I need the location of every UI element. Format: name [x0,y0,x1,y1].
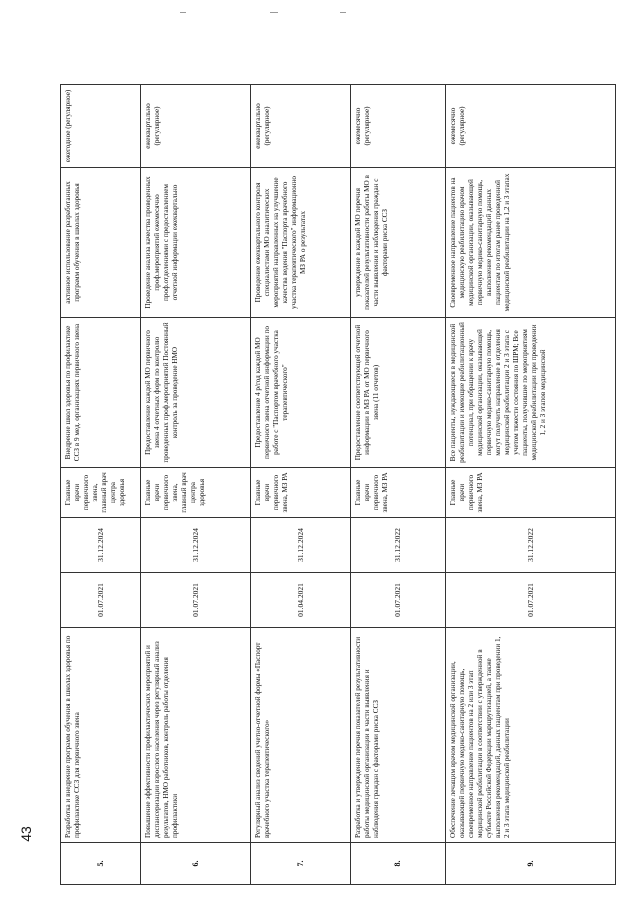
indicator-cell: Проведение ежеквартального контроля специалистами МО аналитических мероприятий направленных на улучшение качества ведения "Паспорта врачебного участка терапевтического" информационно МЗ РА о результатах [251,168,351,318]
row-number: 8. [351,843,446,885]
frequency-cell: ежеквартально (регулярное) [251,85,351,168]
end-date-cell: 31.12.2024 [251,518,351,573]
end-date-cell: 31.12.2022 [446,518,616,573]
end-date-cell: 31.12.2024 [141,518,251,573]
end-date-cell: 31.12.2024 [61,518,141,573]
result-cell: Предоставление 4 р/год каждой МО первичного звена отчетной информации по работе с "Паспортом врачебного участка терапевтического" [251,318,351,468]
result-cell: Предоставление соответствующей отчетной информации в МЗ РА от МО первичного звена (11 отчетов) [351,318,446,468]
indicator-cell: активное использование разработанных программ обучения в школах здоровья [61,168,141,318]
indicator-cell: Своевременное направление пациентов на медицинскую реабилитацию врачом медицинской организации, оказывающей первичную медико-санитарную помощь, выполнение рекомендаций данных пациентам по итогам ранее проведенной медицинской реабилитации на 1,2 и 3 этапах [446,168,616,318]
table-row [446,85,616,885]
responsible-cell: Главные врачи первичного звена, МЗ РА [446,468,616,518]
measure-cell: Разработка и утверждение перечня показателей результативности работы медицинской организации в части выявления и наблюдения граждан с факторами риска ССЗ [351,628,446,843]
indicator-cell: Проведение анализа качества проведенных проф.мероприятий ежемесячно проф.отделениями с предоставлением отчетной информации ежеквартально [141,168,251,318]
measure-cell: Регулярный анализ сведений учетно-отчетной формы «Паспорт врачебного участка терапевтического» [251,628,351,843]
frequency-cell: ежемесячно (регулярное) [446,85,616,168]
rotated-table-container [60,85,615,885]
responsible-cell: Главные врачи первичного звена, МЗ РА [251,468,351,518]
start-date-cell: 01.07.2021 [141,573,251,628]
table-row [251,85,351,885]
table-row [61,85,141,885]
result-cell: Предоставление каждой МО первичного звена 4 отчетных форм по контролю проведенных проф.мероприятий Постоянный контроль за проведение НМО [141,318,251,468]
measure-cell: Обеспечение лечащим врачом медицинской организации, оказывающей первичную медико-санитарную помощь, своевременное направление пациентов на 2 или 3 этап медицинской реабилитации в соответствии с утвержденной в субъекте Российской Федерации маршрутизацией, а также выполнения рекомендаций, данных пациентам при проведении 1, 2 и 3 этапа медицинской реабилитации [446,628,616,843]
frequency-cell: ежеквартально (регулярное) [141,85,251,168]
responsible-cell: Главные врачи первичного звена, МЗ РА [351,468,446,518]
responsible-cell: Главные врачи первичного звена, главный врач центра здоровья [141,468,251,518]
result-cell: Внедрение школ здоровья по профилактике ССЗ в 9 мед. организациях первичного звена [61,318,141,468]
row-number: 5. [61,843,141,885]
responsible-cell: Главные врачи первичного звена, главный врач центра здоровья [61,468,141,518]
measures-table [60,84,616,885]
start-date-cell: 01.04.2021 [251,573,351,628]
measure-cell: Повышение эффективности профилактических мероприятий и диспансеризации взрослого населения через регулярный анализ результатов, НМО работников, контроль работы отделения профилактики [141,628,251,843]
row-number: 7. [251,843,351,885]
frequency-cell: ежегодное (регулярное) [61,85,141,168]
end-date-cell: 31.12.2022 [351,518,446,573]
frequency-cell: ежемесячно (регулярное) [351,85,446,168]
table-row [351,85,446,885]
start-date-cell: 01.07.2021 [446,573,616,628]
page-number: 43 [17,826,34,842]
row-number: 9. [446,843,616,885]
indicator-cell: утверждение в каждой МО перечня показателей результативности работы МО в части выявления и наблюдения граждан с факторами риска ССЗ [351,168,446,318]
table-row [141,85,251,885]
start-date-cell: 01.07.2021 [61,573,141,628]
result-cell: Все пациенты, нуждающиеся в медицинской реабилитации и имеющие реабилитационный потенциал, при обращении к врачу медицинской организации, оказывающей первичную медико-санитарную помощь, могут получить направление в отделения медицинской реабилитации 2 и 3 этапа с учетом тяжести состояния по ШРМ; Все пациенты, получившие по мероприятиям медицинской реабилитации при проведении 1, 2 и 3 этапов медицинской [446,318,616,468]
row-number: 6. [141,843,251,885]
start-date-cell: 01.07.2021 [351,573,446,628]
scan-marks [180,12,440,16]
measure-cell: Разработка и внедрение программ обучения в школах здоровья по профилактике ССЗ для первичного звена [61,628,141,843]
